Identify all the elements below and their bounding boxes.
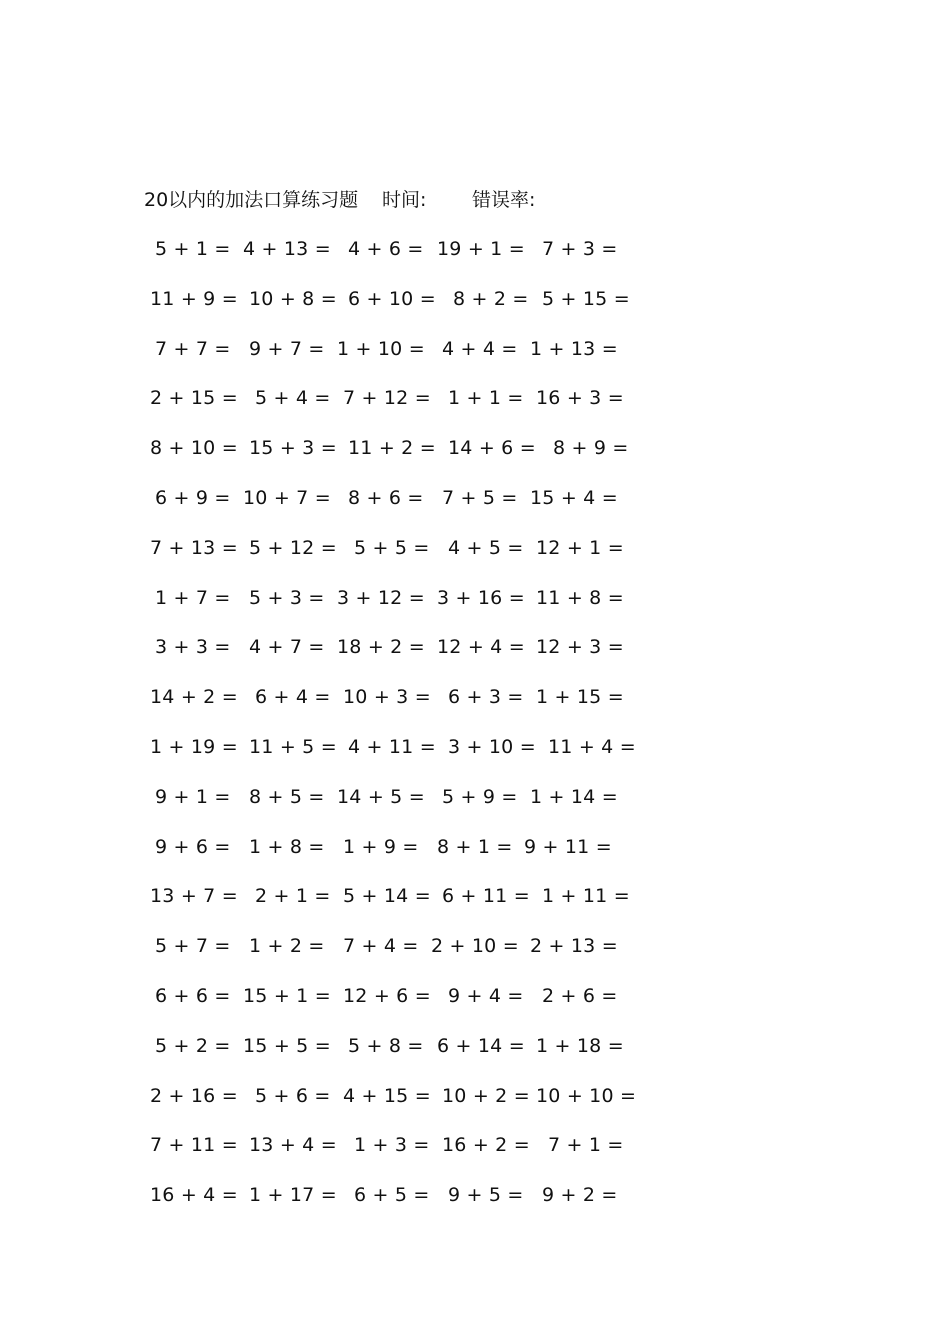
problem-r5-c5: 8 + 9 = bbox=[553, 437, 629, 460]
problem-r19-c5: 7 + 1 = bbox=[548, 1134, 624, 1157]
problem-r4-c3: 7 + 12 = bbox=[343, 387, 431, 410]
problem-r4-c4: 1 + 1 = bbox=[448, 387, 524, 410]
problem-r14-c1: 13 + 7 = bbox=[150, 885, 238, 908]
problem-r6-c3: 8 + 6 = bbox=[348, 487, 424, 509]
problem-r17-c4: 6 + 14 = bbox=[437, 1034, 525, 1057]
problem-r10-c3: 10 + 3 = bbox=[343, 686, 431, 709]
problem-r12-c3: 14 + 5 = bbox=[337, 785, 425, 808]
problem-r2-c1: 11 + 9 = bbox=[150, 287, 238, 310]
problem-r15-c4: 2 + 10 = bbox=[431, 935, 519, 958]
problem-r17-c5: 1 + 18 = bbox=[536, 1034, 624, 1057]
problem-r10-c4: 6 + 3 = bbox=[448, 686, 524, 709]
problem-r17-c2: 15 + 5 = bbox=[243, 1034, 331, 1057]
problem-r10-c5: 1 + 15 = bbox=[536, 686, 624, 709]
problem-r18-c2: 5 + 6 = bbox=[255, 1084, 331, 1107]
problem-r19-c2: 13 + 4 = bbox=[249, 1134, 337, 1157]
problem-r16-c1: 6 + 6 = bbox=[155, 985, 231, 1007]
problem-r12-c5: 1 + 14 = bbox=[530, 785, 618, 808]
problem-r16-c3: 12 + 6 = bbox=[343, 985, 431, 1007]
problem-r14-c3: 5 + 14 = bbox=[343, 885, 431, 908]
problem-r20-c4: 9 + 5 = bbox=[448, 1184, 524, 1207]
error-rate-label: 错误率: bbox=[472, 189, 536, 211]
problem-r15-c3: 7 + 4 = bbox=[343, 935, 419, 958]
problem-r13-c5: 9 + 11 = bbox=[524, 835, 612, 858]
problem-r4-c5: 16 + 3 = bbox=[536, 387, 624, 410]
problem-r9-c1: 3 + 3 = bbox=[155, 636, 231, 659]
problem-r2-c5: 5 + 15 = bbox=[542, 287, 630, 310]
problem-r14-c2: 2 + 1 = bbox=[255, 885, 331, 908]
problem-r11-c3: 4 + 11 = bbox=[348, 736, 436, 758]
problem-r17-c1: 5 + 2 = bbox=[155, 1034, 231, 1057]
problem-r13-c2: 1 + 8 = bbox=[249, 835, 325, 858]
problem-r18-c5: 10 + 10 = bbox=[536, 1084, 637, 1107]
problem-r20-c2: 1 + 17 = bbox=[249, 1184, 337, 1207]
problem-r6-c4: 7 + 5 = bbox=[442, 487, 518, 509]
problem-r11-c1: 1 + 19 = bbox=[150, 736, 238, 758]
problem-r8-c5: 11 + 8 = bbox=[536, 586, 624, 609]
problem-r9-c5: 12 + 3 = bbox=[536, 636, 624, 659]
problem-r17-c3: 5 + 8 = bbox=[348, 1034, 424, 1057]
problem-r4-c2: 5 + 4 = bbox=[255, 387, 331, 410]
problem-r18-c4: 10 + 2 = bbox=[442, 1084, 530, 1107]
problem-r1-c4: 19 + 1 = bbox=[437, 238, 525, 260]
problem-r13-c1: 9 + 6 = bbox=[155, 835, 231, 858]
problem-r14-c4: 6 + 11 = bbox=[442, 885, 530, 908]
problem-r13-c4: 8 + 1 = bbox=[437, 835, 513, 858]
problem-r3-c3: 1 + 10 = bbox=[337, 337, 425, 360]
problem-r7-c4: 4 + 5 = bbox=[448, 536, 524, 559]
problem-r11-c4: 3 + 10 = bbox=[448, 736, 536, 758]
problem-r1-c5: 7 + 3 = bbox=[542, 238, 618, 260]
problem-r3-c5: 1 + 13 = bbox=[530, 337, 618, 360]
problem-r16-c4: 9 + 4 = bbox=[448, 985, 524, 1007]
problem-r15-c1: 5 + 7 = bbox=[155, 935, 231, 958]
problem-r6-c2: 10 + 7 = bbox=[243, 487, 331, 509]
problem-r19-c3: 1 + 3 = bbox=[354, 1134, 430, 1157]
problem-r7-c1: 7 + 13 = bbox=[150, 536, 238, 559]
problem-r16-c5: 2 + 6 = bbox=[542, 985, 618, 1007]
problem-r18-c3: 4 + 15 = bbox=[343, 1084, 431, 1107]
problem-r19-c1: 7 + 11 = bbox=[150, 1134, 238, 1157]
problem-r1-c1: 5 + 1 = bbox=[155, 238, 231, 260]
problem-r3-c2: 9 + 7 = bbox=[249, 337, 325, 360]
problem-r12-c2: 8 + 5 = bbox=[249, 785, 325, 808]
time-label: 时间: bbox=[382, 189, 427, 211]
problem-r1-c3: 4 + 6 = bbox=[348, 238, 424, 260]
problem-r2-c3: 6 + 10 = bbox=[348, 287, 436, 310]
problem-r7-c2: 5 + 12 = bbox=[249, 536, 337, 559]
problem-r11-c5: 11 + 4 = bbox=[548, 736, 636, 758]
problem-r20-c1: 16 + 4 = bbox=[150, 1184, 238, 1207]
problem-r16-c2: 15 + 1 = bbox=[243, 985, 331, 1007]
problem-r8-c3: 3 + 12 = bbox=[337, 586, 425, 609]
problem-r3-c1: 7 + 7 = bbox=[155, 337, 231, 360]
problem-r5-c3: 11 + 2 = bbox=[348, 437, 436, 460]
problem-r3-c4: 4 + 4 = bbox=[442, 337, 518, 360]
problem-r10-c1: 14 + 2 = bbox=[150, 686, 238, 709]
problem-r18-c1: 2 + 16 = bbox=[150, 1084, 238, 1107]
problem-r8-c1: 1 + 7 = bbox=[155, 586, 231, 609]
problem-r2-c2: 10 + 8 = bbox=[249, 287, 337, 310]
problem-r7-c5: 12 + 1 = bbox=[536, 536, 624, 559]
problem-r13-c3: 1 + 9 = bbox=[343, 835, 419, 858]
problem-r19-c4: 16 + 2 = bbox=[442, 1134, 530, 1157]
problem-r9-c3: 18 + 2 = bbox=[337, 636, 425, 659]
problem-r7-c3: 5 + 5 = bbox=[354, 536, 430, 559]
worksheet-title: 20以内的加法口算练习题 bbox=[144, 189, 359, 211]
problem-r5-c1: 8 + 10 = bbox=[150, 437, 238, 460]
problem-r9-c4: 12 + 4 = bbox=[437, 636, 525, 659]
problem-r2-c4: 8 + 2 = bbox=[453, 287, 529, 310]
problem-r5-c2: 15 + 3 = bbox=[249, 437, 337, 460]
problem-r11-c2: 11 + 5 = bbox=[249, 736, 337, 758]
problem-r4-c1: 2 + 15 = bbox=[150, 387, 238, 410]
problem-r20-c5: 9 + 2 = bbox=[542, 1184, 618, 1207]
problem-r10-c2: 6 + 4 = bbox=[255, 686, 331, 709]
problem-r9-c2: 4 + 7 = bbox=[249, 636, 325, 659]
problem-r12-c1: 9 + 1 = bbox=[155, 785, 231, 808]
problem-r20-c3: 6 + 5 = bbox=[354, 1184, 430, 1207]
problem-r5-c4: 14 + 6 = bbox=[448, 437, 536, 460]
problem-r8-c2: 5 + 3 = bbox=[249, 586, 325, 609]
problem-r14-c5: 1 + 11 = bbox=[542, 885, 630, 908]
problem-r12-c4: 5 + 9 = bbox=[442, 785, 518, 808]
problem-r6-c1: 6 + 9 = bbox=[155, 487, 231, 509]
problem-r8-c4: 3 + 16 = bbox=[437, 586, 525, 609]
problem-r6-c5: 15 + 4 = bbox=[530, 487, 618, 509]
problem-r15-c5: 2 + 13 = bbox=[530, 935, 618, 958]
problem-r15-c2: 1 + 2 = bbox=[249, 935, 325, 958]
problem-r1-c2: 4 + 13 = bbox=[243, 238, 331, 260]
